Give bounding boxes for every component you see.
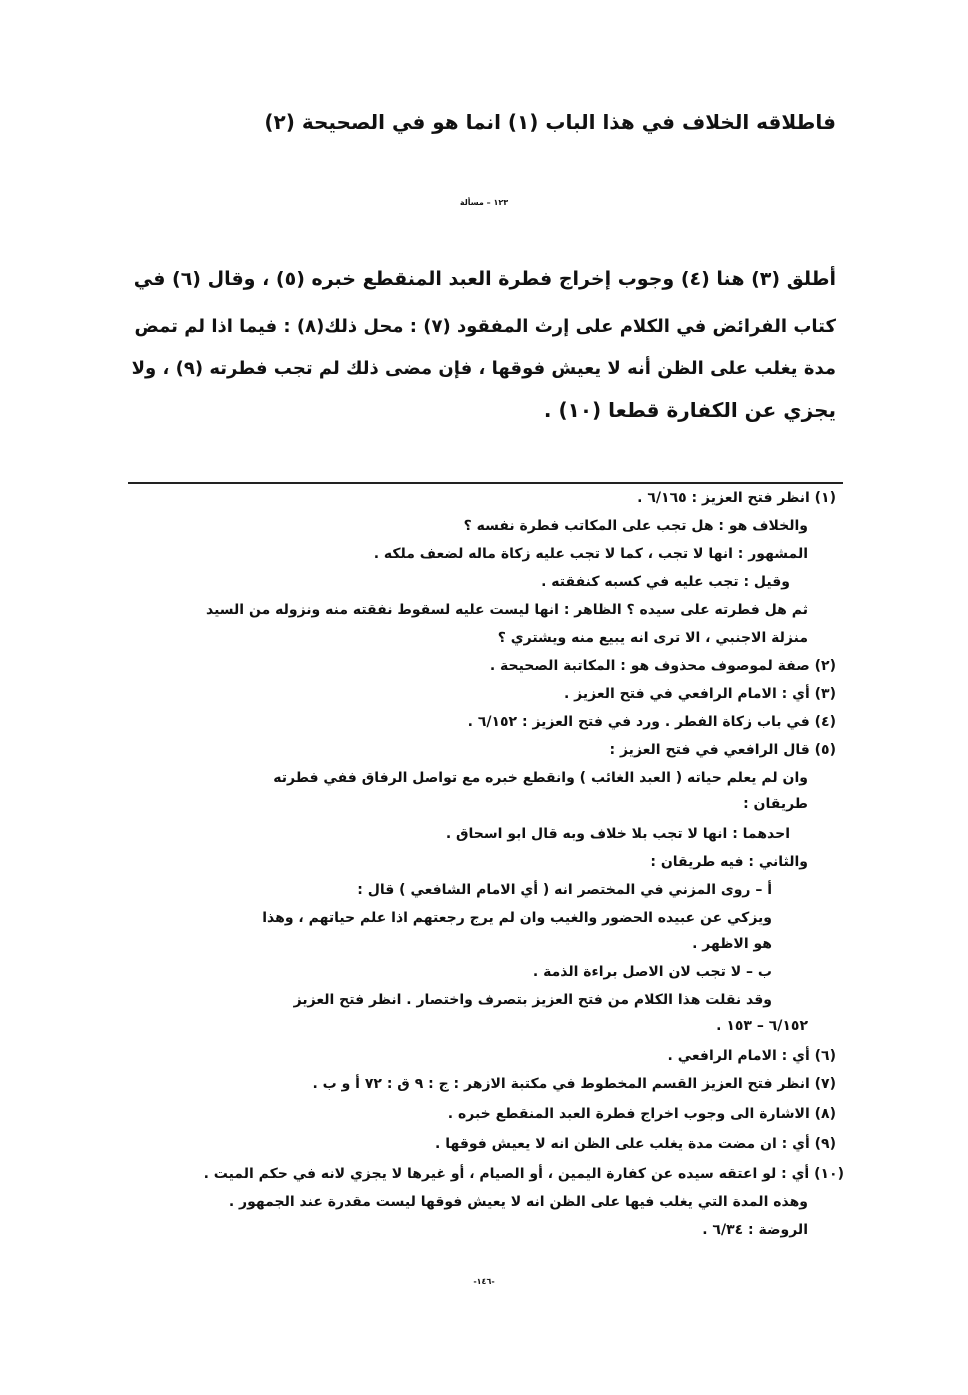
footnote-line: ثم هل فطرته على سيده ؟ الظاهر : انها ليست عليه لسقوط نفقته منه ونزوله من السيد: [206, 602, 808, 618]
body-line: يجزي عن الكفارة قطعا (١٠) .: [543, 398, 836, 422]
footnote-line: (٩) أي : ان مضت مدة يغلب على الظن انه لا يعيش فوقها .: [435, 1136, 836, 1152]
footnote-line: منزلة الاجنبي ، الا ترى انه يبيع منه ويشتري ؟: [497, 630, 808, 646]
footnote-line: (٨) الاشارة الى وجوب اخراج فطرة العبد المنقطع خبره .: [447, 1106, 836, 1122]
footnote-line: (٣) أي : الامام الرافعي في فتح العزيز .: [563, 686, 836, 702]
footnote-line: احدهما : انها لا تجب بلا خلاف وبه قال ابو اسحاق .: [445, 826, 790, 842]
footnote-line: والخلاف هو : هل تجب على المكاتب فطرة نفسه ؟: [463, 518, 808, 534]
page-number: -١٤٦-: [473, 1277, 495, 1286]
footnote-line: (٢) صفة لموصوف محذوف هو : المكاتبة الصحيحة .: [489, 658, 836, 674]
footnote-line: وقد نقلت هذا الكلام من فتح العزيز بتصرف واختصار . انظر فتح العزيز: [293, 992, 772, 1008]
footnote-line: طريقان :: [743, 796, 808, 812]
footnote-line: ويزكي عن عبيده الحضور والغيب وان لم يرج رجعتهم اذا علم حياتهم ، وهذا: [262, 910, 772, 926]
body-line: أطلق (٣) هنا (٤) وجوب إخراج فطرة العبد المنقطع خبره (٥) ، وقال (٦) في: [133, 268, 836, 290]
footnote-line: وقيل : تجب عليه في كسبه كنفقته .: [541, 574, 790, 590]
footnote-line: ٦/١٥٢ – ١٥٣ .: [716, 1018, 808, 1034]
footnote-line: (١) انظر فتح العزيز : ٦/١٦٥ .: [637, 490, 836, 506]
body-line: مدة يغلب على الظن أنه لا يعيش فوقها ، فإن مضى ذلك لم تجب فطرته (٩) ، ولا: [131, 358, 836, 379]
footnote-line: وهذه المدة التي يغلب فيها على الظن انه لا يعيش فوقها ليست مقدرة عند الجمهور .: [228, 1194, 808, 1210]
footnote-line: هو الاظهر .: [692, 936, 772, 952]
intro-line: فاطلاقه الخلاف في هذا الباب (١) انما هو في الصحيحة (٢): [264, 110, 836, 134]
footnote-line: (٥) قال الرافعي في فتح العزيز :: [609, 742, 836, 758]
footnote-line: ب – لا تجب لان الاصل براءة الذمة .: [532, 964, 772, 980]
footnote-line: الروضة : ٦/٣٤ .: [702, 1222, 808, 1238]
footnote-line: (٤) في باب زكاة الفطر . ورد في فتح العزيز : ٦/١٥٢ .: [467, 714, 836, 730]
section-heading: ١٢٣ – مسألة: [459, 198, 509, 207]
body-line: كتاب الفرائض في الكلام على إرث المفقود (٧) : محل ذلك(٨) : فيما اذا لم تمض: [134, 316, 836, 337]
footnote-line: والثاني : فيه طريقان :: [650, 854, 808, 870]
footnote-line: أ – روى المزني في المختصر انه ( أي الامام الشافعي ) قال :: [357, 882, 772, 898]
footnote-separator: [128, 482, 843, 484]
footnote-line: (١٠) أي : لو اعتقه سيده عن كفارة اليمين ، أو الصيام ، أو غيرها لا يجزي لانه في حكم الميت .: [203, 1166, 844, 1182]
footnote-line: (٦) أي : الامام الرافعي .: [667, 1048, 836, 1064]
footnote-line: (٧) انظر فتح العزيز القسم المخطوط في مكتبة الازهر : ج : ٩ ق : ٧٢ أ و ب .: [312, 1076, 836, 1092]
footnote-line: المشهور : انها لا تجب ، كما لا تجب عليه زكاة ماله لضعف ملكه .: [373, 546, 808, 562]
footnote-line: وان لم يعلم حياته ( العبد الغائب ) وانقطع خبره مع تواصل الرفاق ففي فطرته: [273, 770, 808, 786]
